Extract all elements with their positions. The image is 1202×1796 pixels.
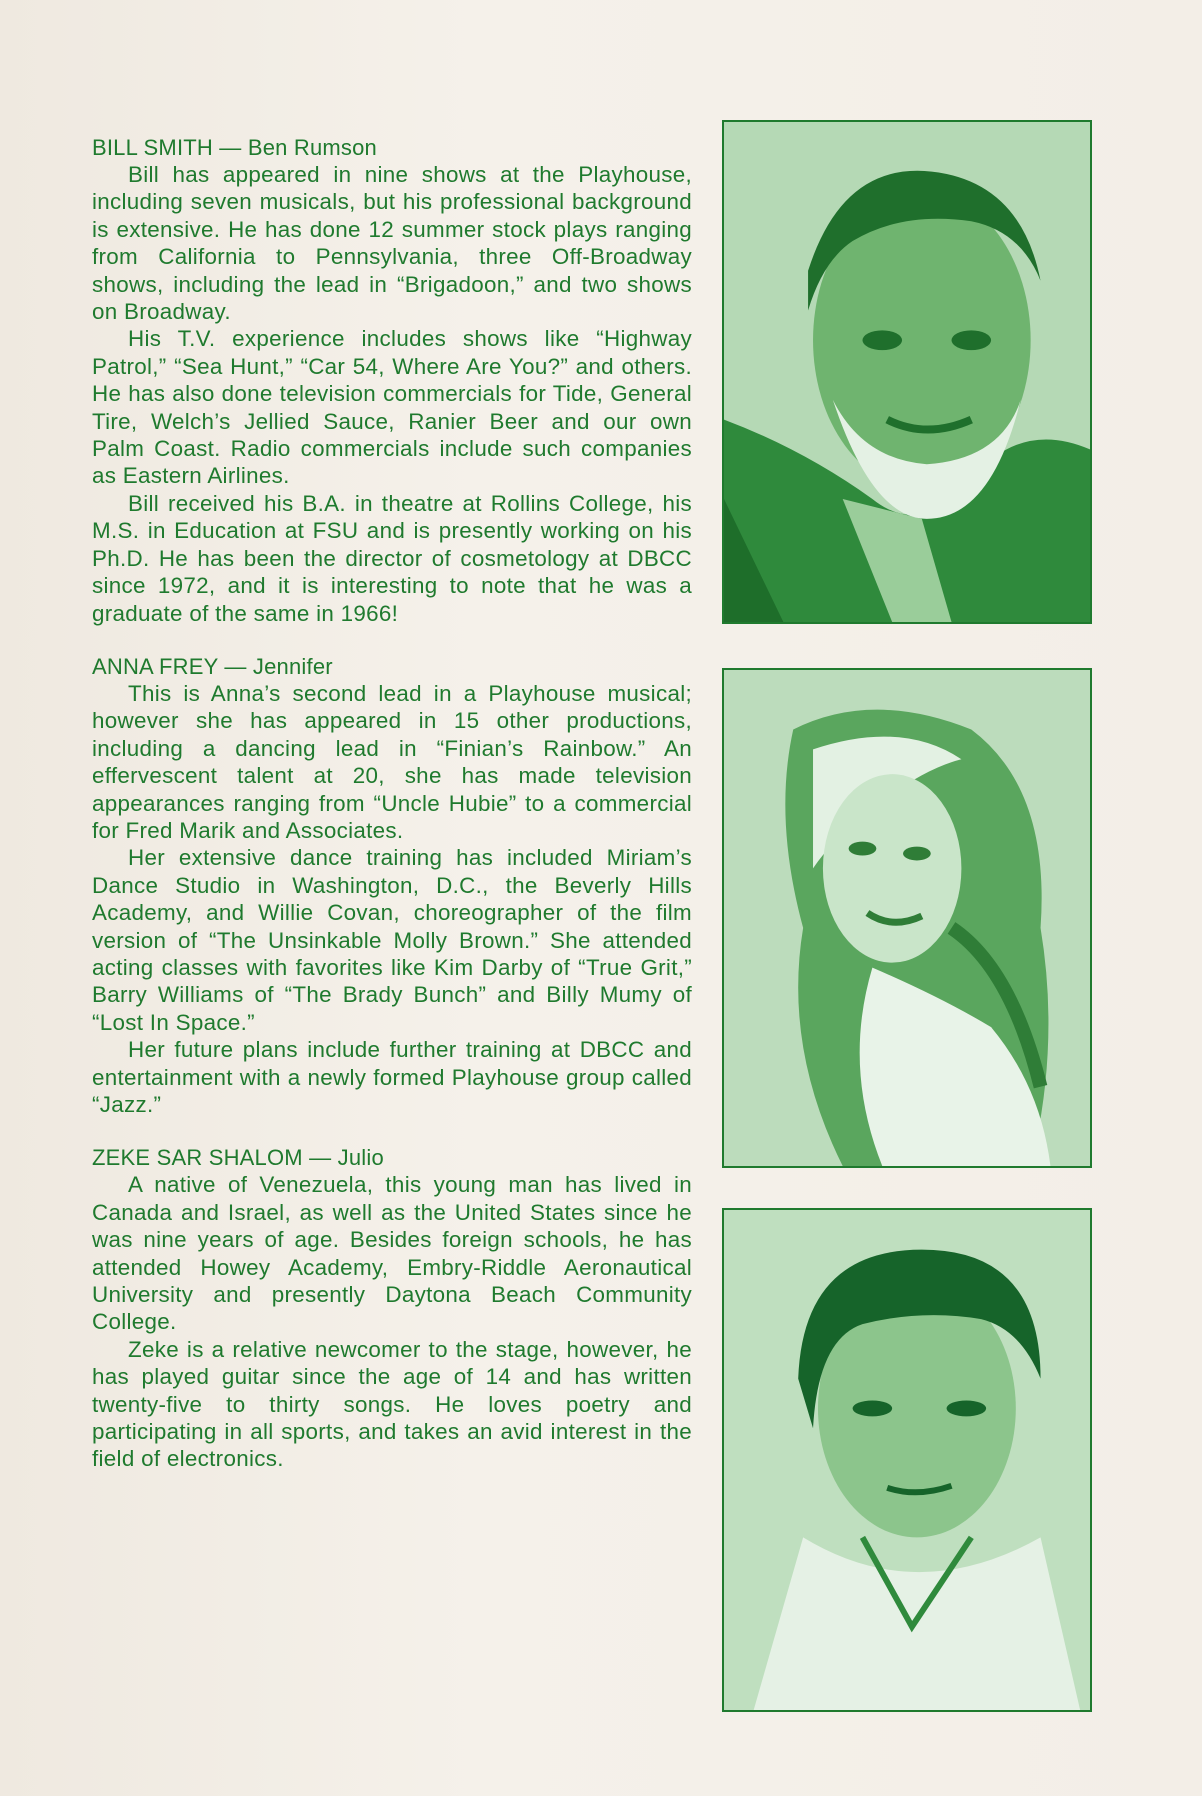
bio-paragraph: Her extensive dance training has included Miriam’s Dance Studio in Washington, D.C., the Beverly Hills Academy, and Willie Covan, choreographer of the film version of “The Unsinkable Molly Brown.” She attended acting classes with favorites like Kim Darby of “True Grit,” Barry Williams of “The Brady Bunch” and Billy Mumy of “Lost In Space.” [92,845,692,1035]
bio-paragraph: His T.V. experience includes shows like “Highway Patrol,” “Sea Hunt,” “Car 54, Where Are You?” and others. He has also done television commercials for Tide, General Tire, Welch’s Jellied Sauce, Ranier Beer and our own Palm Coast. Radio commercials include such companies as Eastern Airlines. [92,326,692,489]
bio-paragraph: A native of Venezuela, this young man has lived in Canada and Israel, as well as the United States since he was nine years of age. Besides foreign schools, he has attended Howey Academy, Embry-Riddle Aeronautical University and presently Daytona Beach Community College. [92,1172,692,1335]
bio-heading: BILL SMITH — Ben Rumson [92,135,377,160]
photo-bill-smith [722,120,1092,624]
bio-paragraph: Zeke is a relative newcomer to the stage, however, he has played guitar since the age of 14 and has written twenty-five to thirty songs. He loves poetry and participating in all sports, and takes an avid interest in the field of electronics. [92,1336,692,1472]
bio-paragraph: This is Anna’s second lead in a Playhouse musical; however she has appeared in 15 other productions, including a dancing lead in “Finian’s Rainbow.” An effervescent talent at 20, she has made television appearances ranging from “Uncle Hubie” to a commercial for Fred Marik and Associates. [92,680,692,843]
portrait-woman-long-hair [724,670,1090,1166]
bio-bill-smith [92,134,692,627]
bio-paragraph: Bill received his B.A. in theatre at Rollins College, his M.S. in Education at FSU and is presently working on his Ph.D. He has been the director of cosmetology at DBCC since 1972, and it is interesting to note that he was a graduate of the same in 1966! [92,490,692,626]
bio-paragraph: Bill has appeared in nine shows at the Playhouse, including seven musicals, but his professional background is extensive. He has done 12 summer stock plays ranging from California to Pennsylvania, three Off-Broadway shows, including the lead in “Brigadoon,” and two shows on Broadway. [92,162,692,325]
bio-anna-frey [92,653,692,1119]
bio-heading: ANNA FREY — Jennifer [92,653,333,679]
photo-anna-frey [722,668,1092,1168]
bio-zeke-sar-shalom [92,1144,692,1472]
bio-paragraph: Her future plans include further training at DBCC and entertainment with a newly formed Playhouse group called “Jazz.” [92,1037,692,1117]
portrait-young-man [724,1210,1090,1710]
portrait-man-bearded [724,122,1090,622]
photo-zeke-sar-shalom [722,1208,1092,1712]
bio-heading: ZEKE SAR SHALOM — Julio [92,1145,384,1171]
bio-column [92,134,692,1499]
